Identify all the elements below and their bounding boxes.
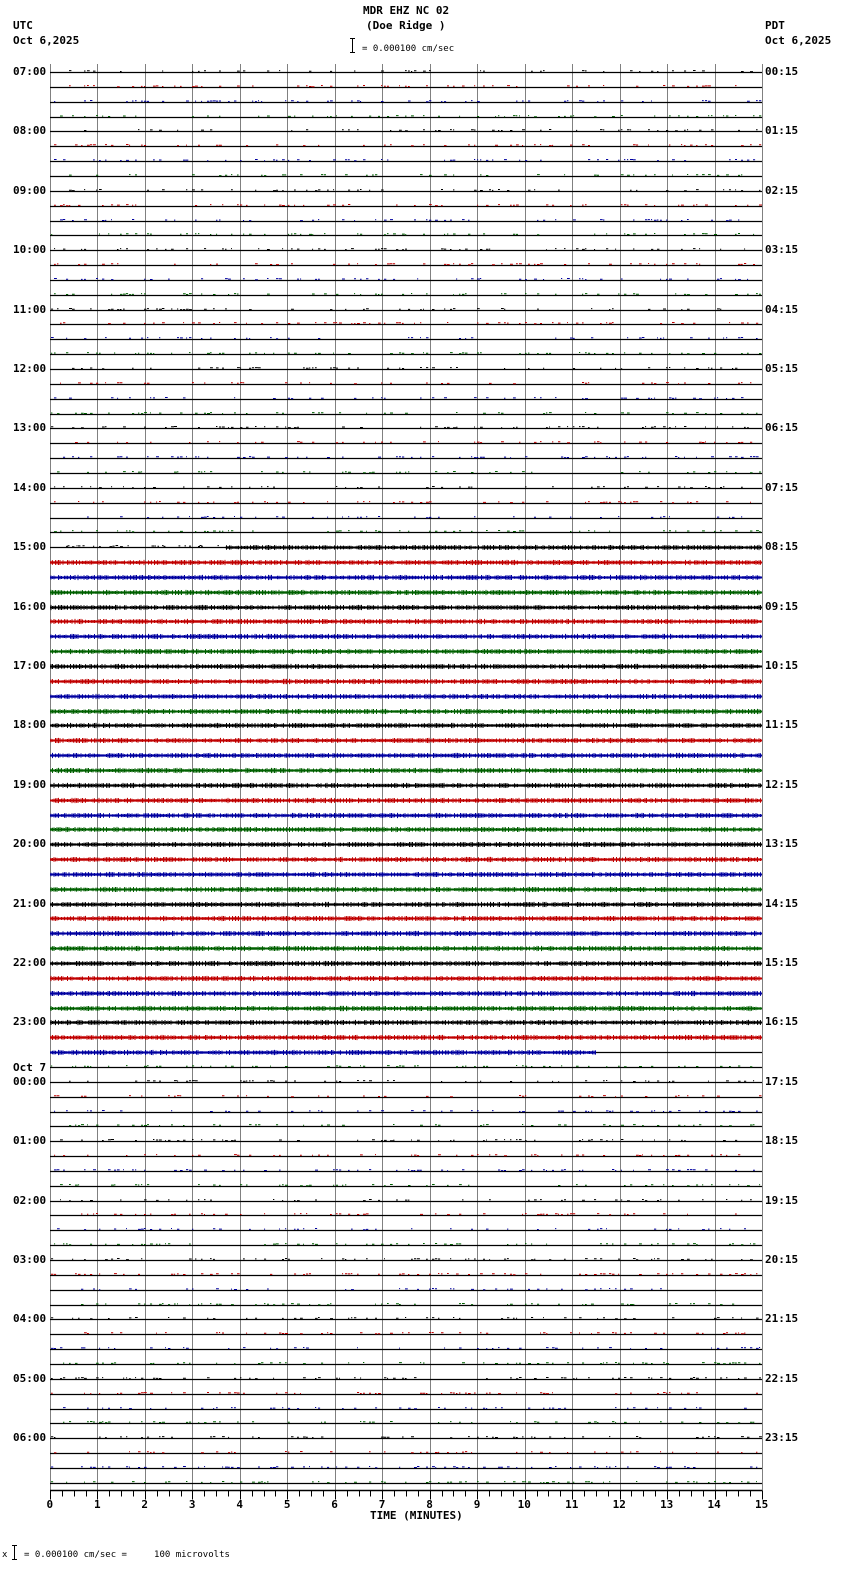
- date-break-label: Oct 7: [13, 1060, 47, 1074]
- x-axis-title: TIME (MINUTES): [370, 1509, 463, 1522]
- left-timezone: UTC: [13, 19, 33, 32]
- pdt-hour-label: 11:15: [765, 718, 799, 732]
- utc-hour-label: 19:00: [13, 777, 47, 791]
- pdt-hour-label: 07:15: [765, 480, 799, 494]
- utc-hour-label: 23:00: [13, 1015, 47, 1029]
- pdt-hour-label: 04:15: [765, 302, 799, 316]
- x-tick-label: 12: [612, 1498, 626, 1511]
- pdt-hour-label: 01:15: [765, 124, 799, 138]
- utc-hour-label: 07:00: [13, 65, 47, 78]
- utc-hour-label: 09:00: [13, 183, 47, 197]
- utc-hour-label: 11:00: [13, 302, 47, 316]
- utc-hour-label: 00:00: [13, 1074, 47, 1088]
- pdt-hour-label: 19:15: [765, 1193, 799, 1207]
- x-tick-label: 7: [378, 1498, 386, 1511]
- x-tick-label: 5: [283, 1498, 291, 1511]
- utc-hour-label: 08:00: [13, 124, 47, 138]
- utc-hour-label: 22:00: [13, 956, 47, 969]
- pdt-hour-label: 10:15: [765, 659, 799, 672]
- x-tick-label: 10: [517, 1498, 531, 1511]
- pdt-hour-label: 12:15: [765, 777, 799, 791]
- pdt-hour-label: 00:15: [765, 65, 799, 78]
- x-tick-label: 15: [755, 1498, 769, 1511]
- x-tick-label: 0: [46, 1498, 54, 1511]
- utc-hour-label: 21:00: [13, 896, 47, 910]
- pdt-hour-label: 16:15: [765, 1015, 799, 1029]
- pdt-hour-label: 18:15: [765, 1134, 799, 1148]
- utc-hour-label: 04:00: [13, 1312, 47, 1326]
- x-tick-label: 14: [707, 1498, 721, 1511]
- utc-hour-label: 15:00: [13, 540, 47, 554]
- x-tick-label: 13: [660, 1498, 674, 1511]
- left-date: Oct 6,2025: [13, 34, 80, 47]
- utc-hour-label: 17:00: [13, 659, 47, 672]
- x-tick-label: 11: [565, 1498, 579, 1511]
- pdt-hour-label: 23:15: [765, 1431, 799, 1445]
- utc-hour-label: 12:00: [13, 362, 47, 375]
- pdt-hour-label: 20:15: [765, 1253, 799, 1266]
- pdt-hour-label: 02:15: [765, 183, 799, 197]
- pdt-hour-label: 09:15: [765, 599, 799, 613]
- x-tick-label: 3: [188, 1498, 196, 1511]
- x-tick-label: 9: [473, 1498, 481, 1511]
- utc-hour-label: 16:00: [13, 599, 47, 613]
- pdt-hour-label: 14:15: [765, 896, 799, 910]
- pdt-hour-label: 06:15: [765, 421, 799, 435]
- x-tick-label: 4: [236, 1498, 243, 1511]
- x-tick-label: 1: [93, 1498, 101, 1511]
- title-line-1: MDR EHZ NC 02: [363, 4, 450, 17]
- pdt-hour-label: 17:15: [765, 1074, 799, 1088]
- right-date: Oct 6,2025: [765, 34, 832, 47]
- pdt-hour-label: 21:15: [765, 1312, 799, 1326]
- utc-hour-label: 02:00: [13, 1193, 47, 1207]
- right-timezone: PDT: [765, 19, 785, 32]
- pdt-hour-label: 22:15: [765, 1371, 799, 1385]
- pdt-hour-label: 15:15: [765, 956, 799, 969]
- pdt-hour-label: 13:15: [765, 837, 799, 851]
- pdt-hour-label: 03:15: [765, 243, 799, 257]
- scale-text: = 0.000100 cm/sec: [362, 44, 455, 54]
- x-tick-label: 6: [331, 1498, 338, 1511]
- pdt-hour-label: 08:15: [765, 540, 799, 554]
- utc-hour-label: 13:00: [13, 421, 47, 435]
- utc-hour-label: 01:00: [13, 1134, 47, 1148]
- footer-scale-bar-icon: [12, 1545, 17, 1560]
- utc-hour-label: 14:00: [13, 480, 47, 494]
- utc-hour-label: 20:00: [13, 837, 47, 851]
- utc-hour-label: 10:00: [13, 243, 47, 257]
- utc-hour-label: 18:00: [13, 718, 47, 732]
- x-tick-label: 8: [426, 1498, 433, 1511]
- utc-hour-label: 03:00: [13, 1253, 47, 1266]
- footer-scale-text: = 0.000100 cm/sec = 100 microvolts: [24, 1550, 230, 1560]
- footer-prefix: x: [2, 1550, 8, 1560]
- title-line-2: (Doe Ridge ): [366, 19, 446, 32]
- pdt-hour-label: 05:15: [765, 362, 799, 375]
- utc-hour-label: 06:00: [13, 1431, 47, 1445]
- utc-hour-label: 05:00: [13, 1371, 47, 1385]
- x-tick-label: 2: [141, 1498, 149, 1511]
